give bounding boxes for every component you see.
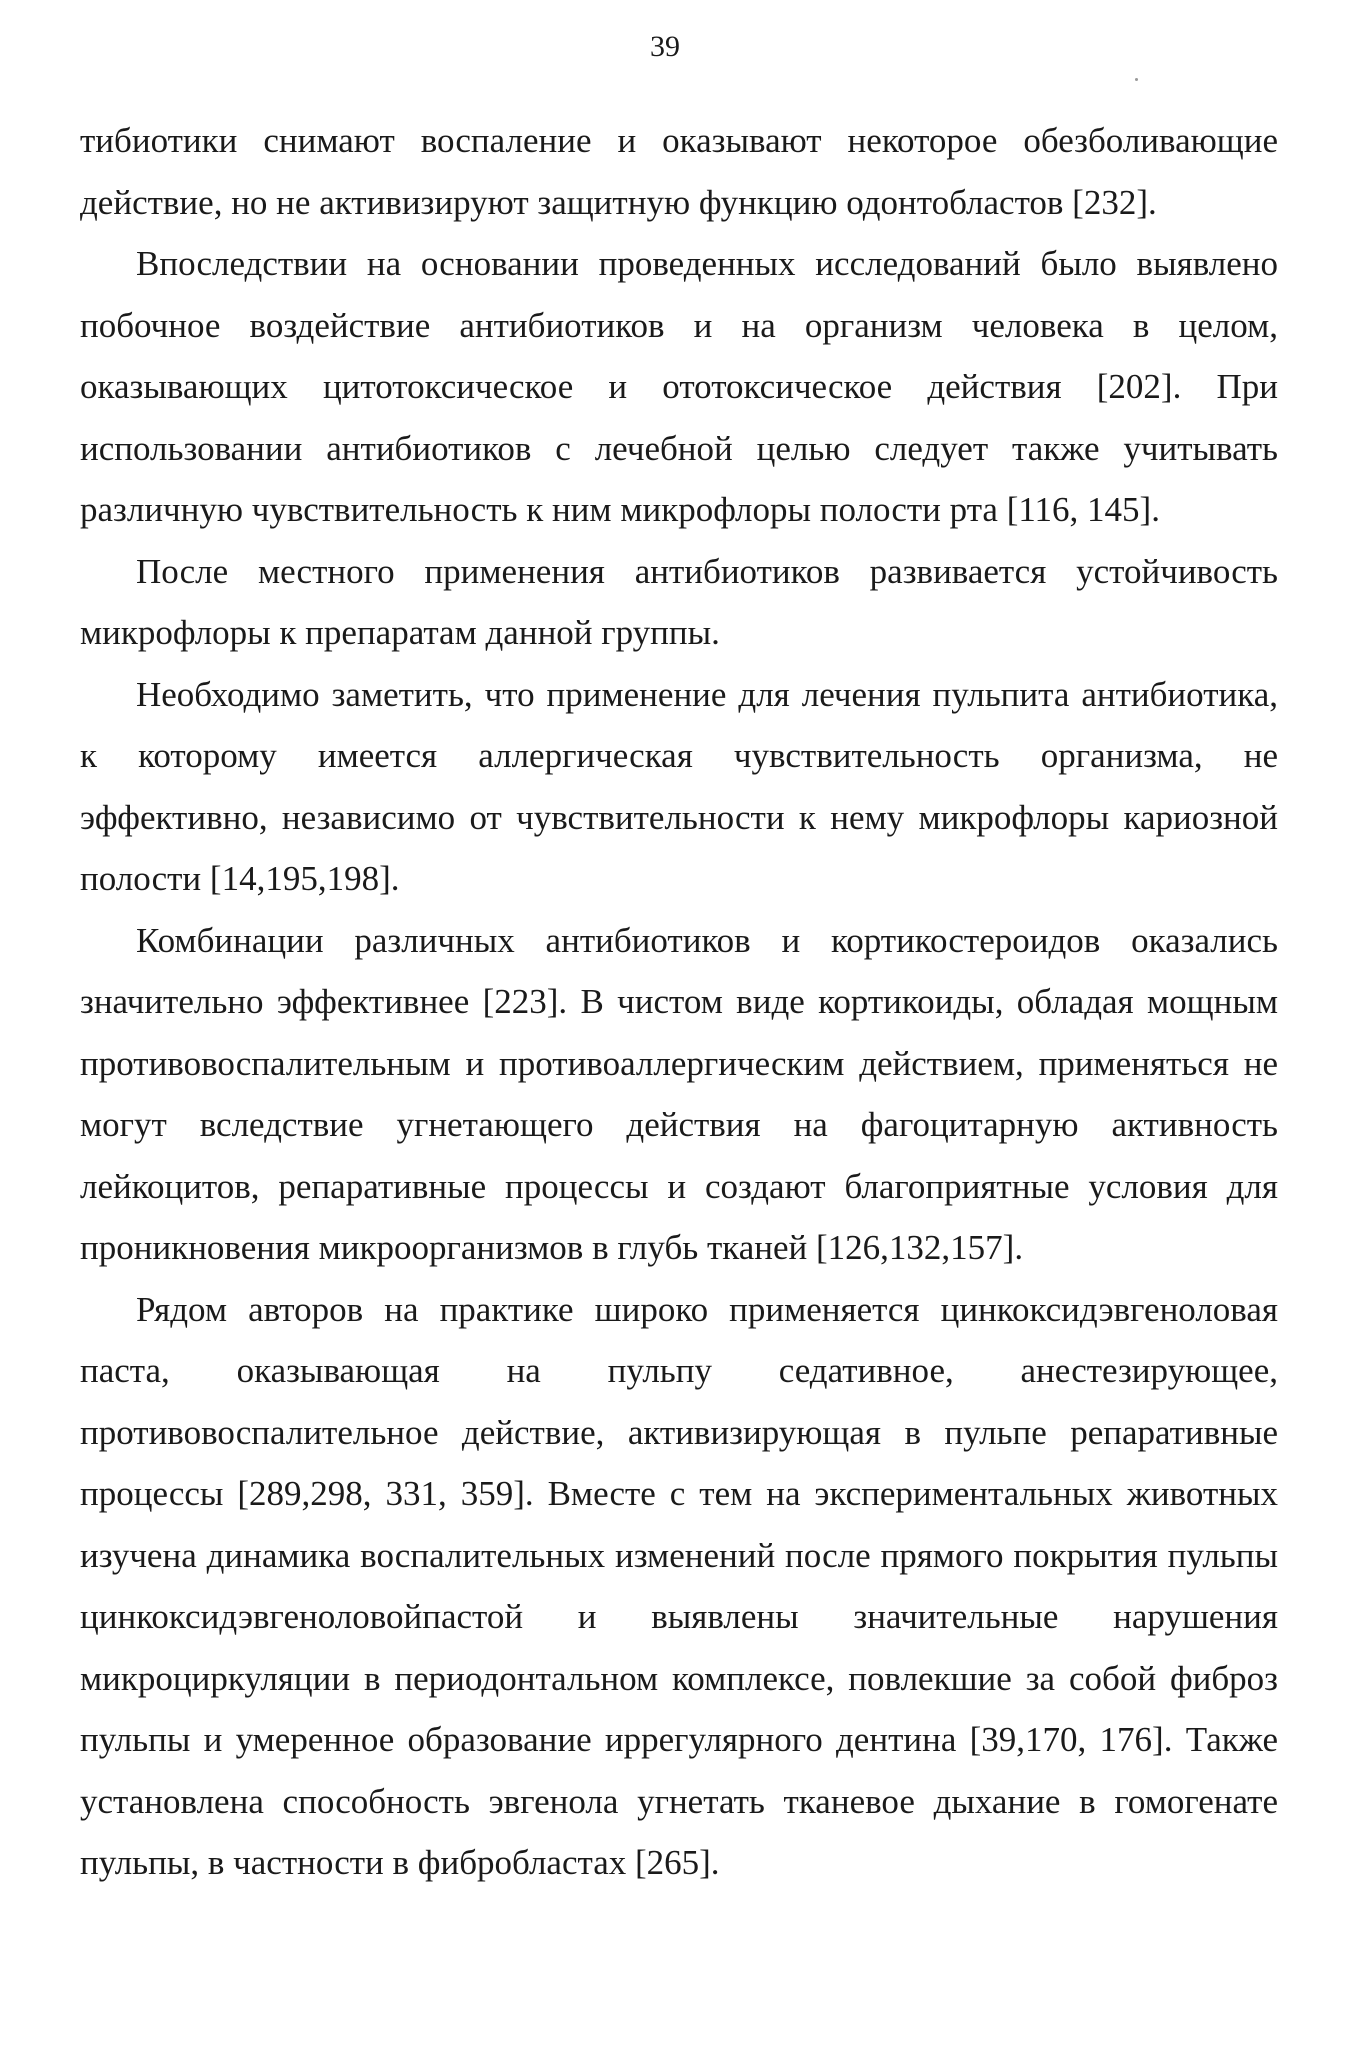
body-text — [80, 110, 1278, 1894]
paragraph: Комбинации различных антибиотиков и кортикостероидов оказались значительно эффективнее [223]. В чистом виде кортикоиды, обладая мощным противовоспалительным и противоаллергическим действием, применяться не могут вследствие угнетающего действия на фагоцитарную активность лейкоцитов, репаративные процессы и создают благоприятные условия для проникновения микроорганизмов в глубь тканей [126,132,157]. — [80, 920, 1278, 1267]
scan-speck — [1135, 78, 1138, 81]
paragraph-continued: тибиотики снимают воспаление и оказывают некоторое обезболивающие действие, но не активизируют защитную функцию одонтобластов [232]. — [80, 121, 1278, 222]
paragraph: Впоследствии на основании проведенных исследований было выявлено побочное воздействие антибиотиков и на организм человека в целом, оказывающих цитотоксическое и ототоксическое действия [202]. При использовании антибиотиков с лечебной целью следует также учитывать различную чувствительность к ним микрофлоры полости рта [116, 145]. — [80, 244, 1278, 529]
page-number: 39 — [650, 30, 680, 63]
paragraph: Необходимо заметить, что применение для лечения пульпита антибиотика, к которому имеется аллергическая чувствительность организма, не эффективно, независимо от чувствительности к нему микрофлоры кариозной полости [14,195,198]. — [80, 674, 1278, 898]
paragraph: После местного применения антибиотиков развивается устойчивость микрофлоры к препаратам данной группы. — [80, 551, 1278, 652]
paragraph: Рядом авторов на практике широко применяется цинкоксидэвгеноловая паста, оказывающая на пульпу седативное, анестезирующее, противовоспалительное действие, активизирующая в пульпе репаративные процессы [289,298, 331, 359]. Вместе с тем на экспериментальных животных изучена динамика воспалительных изменений после прямого покрытия пульпы цинкоксидэвгеноловойпастой и выявлены значительные нарушения микроциркуляции в периодонтальном комплексе, повлекшие за собой фиброз пульпы и умеренное образование иррегулярного дентина [39,170, 176]. Также установлена способность эвгенола угнетать тканевое дыхание в гомогенате пульпы, в частности в фибробластах [265]. — [80, 1289, 1278, 1882]
